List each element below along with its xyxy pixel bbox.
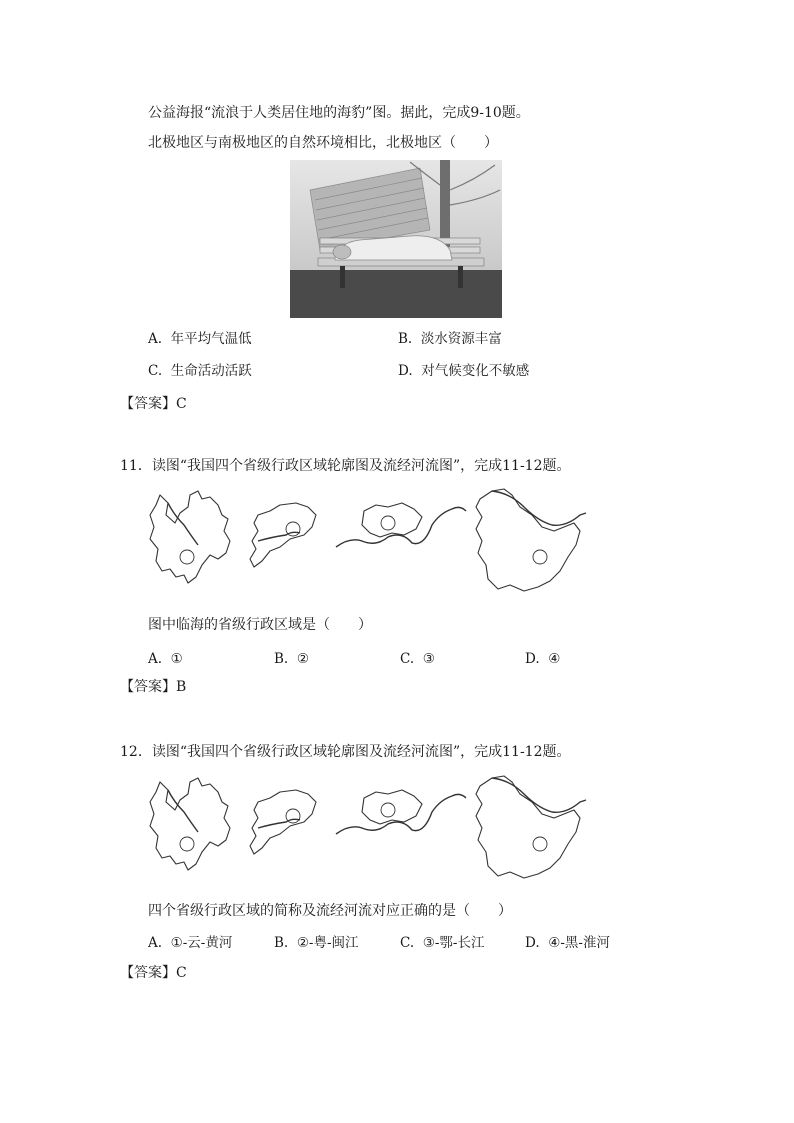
q11-province-map-figure <box>140 485 592 605</box>
seal-poster-photo <box>290 160 502 318</box>
q11-option-d: D. ④ <box>525 651 561 667</box>
q12-option-b: B. ②-粤-闽江 <box>274 935 359 951</box>
q12-option-a: A. ①-云-黄河 <box>148 935 233 951</box>
q10-stem: 北极地区与南极地区的自然环境相比，北极地区（ ） <box>148 135 498 151</box>
province-label-4: ④ <box>535 838 545 851</box>
seal-poster-illustration <box>290 160 502 318</box>
q12-province-map-figure <box>140 772 592 892</box>
q10-option-b: B. 淡水资源丰富 <box>398 331 502 347</box>
province-label-4: ④ <box>535 551 545 564</box>
province-outlines-map <box>140 485 592 605</box>
q10-intro: 公益海报“流浪于人类居住地的海豹”图。据此，完成9-10题。 <box>148 105 530 121</box>
province-outlines-map <box>140 772 592 892</box>
province-label-1: ① <box>182 551 192 564</box>
q11-stem: 图中临海的省级行政区域是（ ） <box>148 617 372 633</box>
q11-answer: 【答案】B <box>120 679 187 695</box>
province-label-3: ③ <box>383 517 393 530</box>
q11-option-b: B. ② <box>274 651 309 667</box>
province-label-2: ② <box>288 810 298 823</box>
q10-option-a: A. 年平均气温低 <box>148 331 252 347</box>
q10-answer: 【答案】C <box>120 396 187 412</box>
q11-option-a: A. ① <box>148 651 183 667</box>
q12-intro: 12．读图“我国四个省级行政区域轮廓图及流经河流图”，完成11-12题。 <box>120 744 571 760</box>
province-label-3: ③ <box>383 804 393 817</box>
province-label-1: ① <box>182 838 192 851</box>
q11-option-c: C. ③ <box>400 651 435 667</box>
q12-option-c: C. ③-鄂-长江 <box>400 935 485 951</box>
q10-option-d: D. 对气候变化不敏感 <box>398 363 530 379</box>
province-label-2: ② <box>288 523 298 536</box>
q12-answer: 【答案】C <box>120 965 187 981</box>
q12-stem: 四个省级行政区域的简称及流经河流对应正确的是（ ） <box>148 903 512 919</box>
q11-intro: 11．读图“我国四个省级行政区域轮廓图及流经河流图”，完成11-12题。 <box>120 458 571 474</box>
q12-option-d: D. ④-黑-淮河 <box>525 935 610 951</box>
q10-option-c: C. 生命活动活跃 <box>148 363 252 379</box>
